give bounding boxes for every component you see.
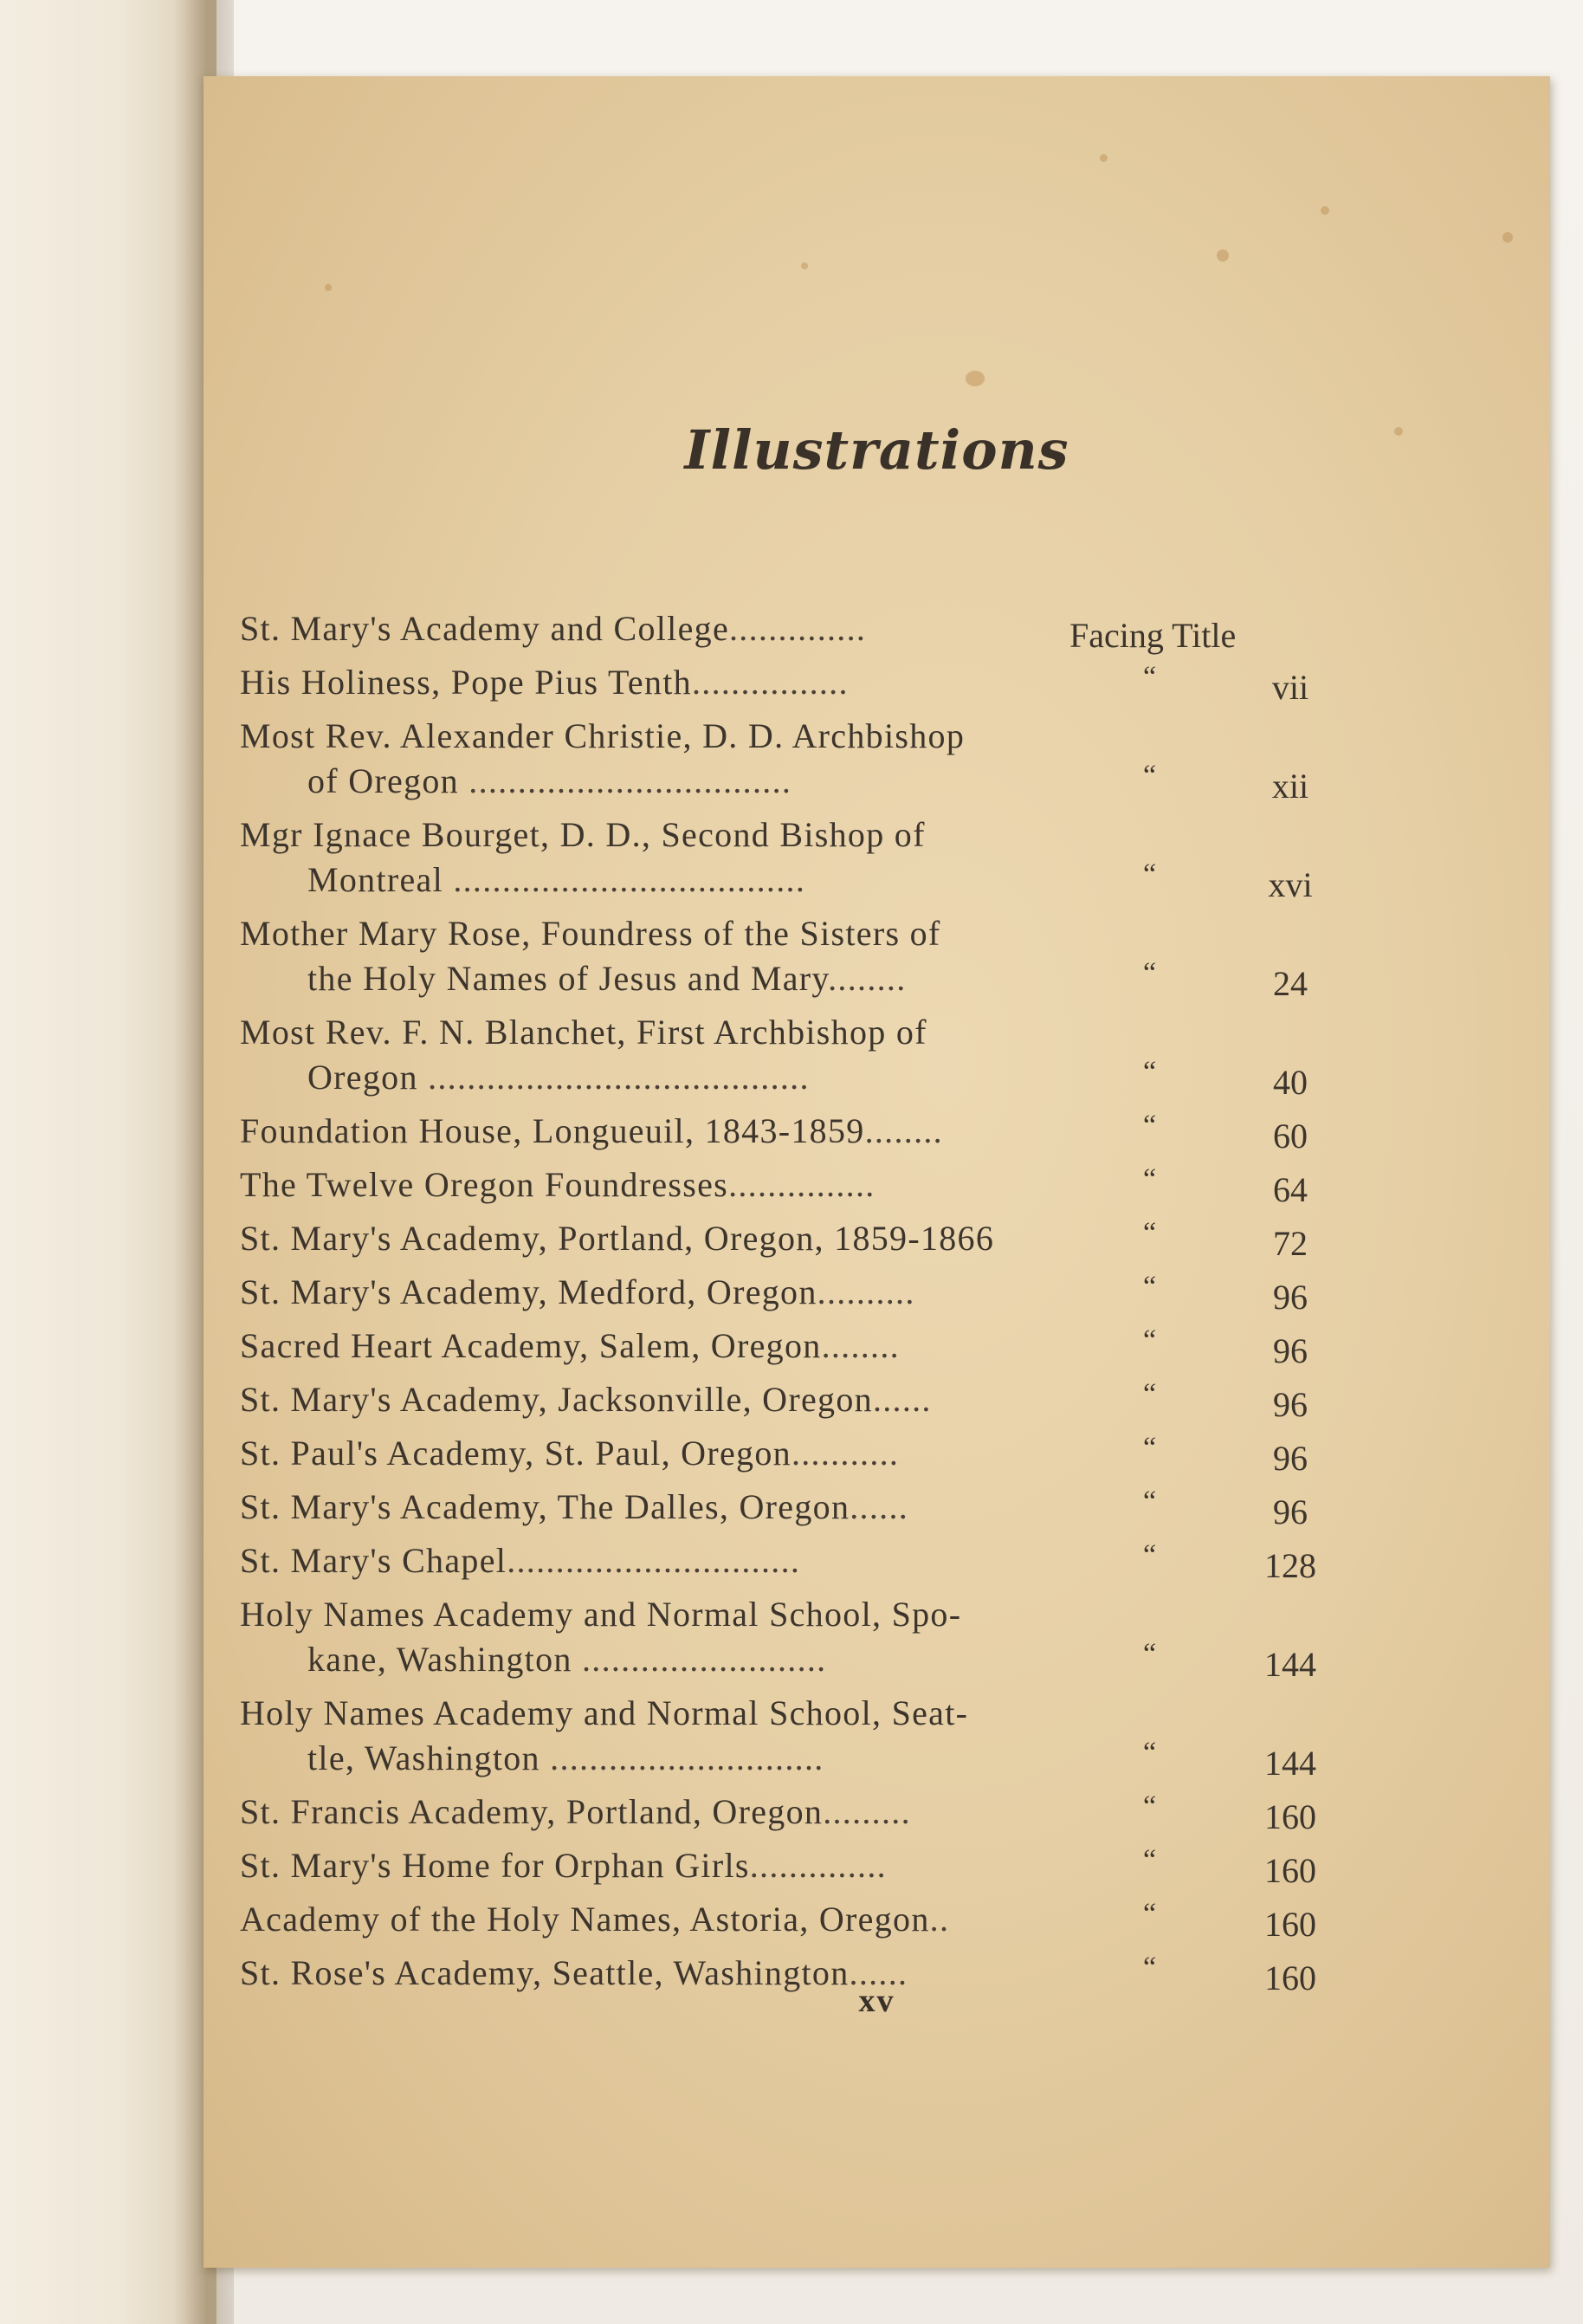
entry-title-text: tle, Washington <box>307 1738 540 1777</box>
foxing-spot <box>801 262 808 269</box>
entry-title-line <box>240 1055 927 1100</box>
illustration-entry <box>240 606 866 651</box>
entry-title-text: Foundation House, Longueuil, 1843-1859 <box>240 1111 865 1150</box>
page-heading: Illustrations <box>684 418 1069 482</box>
illustration-entry <box>240 1270 915 1315</box>
ditto-mark: “ <box>1143 1539 1157 1571</box>
entry-title-text: of Oregon <box>307 761 459 800</box>
entry-title-text: Holy Names Academy and Normal School, Spo- <box>240 1595 962 1634</box>
illustration-entry <box>240 1843 887 1888</box>
page-reference: 160 <box>1264 1958 1316 1997</box>
entry-title-text: Mother Mary Rose, Foundress of the Sisters of <box>240 914 941 953</box>
dot-leader: ........ <box>821 1326 900 1365</box>
entry-title-line <box>240 759 965 804</box>
entry-title-line <box>240 1637 961 1682</box>
entry-title-text: Oregon <box>307 1058 418 1097</box>
entry-title-line <box>240 1897 949 1942</box>
dot-leader: ......... <box>823 1792 911 1831</box>
ditto-mark: “ <box>1143 1378 1157 1410</box>
dot-leader: ...... <box>872 1380 932 1419</box>
ditto-mark: “ <box>1143 1271 1157 1303</box>
page-reference: 24 <box>1273 964 1308 1003</box>
page-reference: 96 <box>1273 1331 1308 1370</box>
page-reference: 96 <box>1273 1439 1308 1478</box>
entry-title-line <box>240 956 941 1001</box>
illustration-entry <box>240 1691 968 1781</box>
entry-title-text: Academy of the Holy Names, Astoria, Oregon <box>240 1900 930 1939</box>
ditto-mark: “ <box>1143 1110 1157 1142</box>
entry-title-line <box>240 714 965 759</box>
entry-title-line <box>240 1592 961 1637</box>
ditto-mark: “ <box>1143 1844 1157 1876</box>
entry-title-text: St. Rose's Academy, Seattle, Washington <box>240 1953 850 1992</box>
ditto-mark: “ <box>1143 858 1157 890</box>
page-reference: xvi <box>1268 865 1313 904</box>
ditto-mark: “ <box>1143 1486 1157 1518</box>
dot-leader: ........ <box>864 1111 943 1150</box>
foxing-spot <box>1100 154 1108 162</box>
page-reference: 128 <box>1264 1546 1316 1585</box>
dot-leader: .............. <box>729 609 867 648</box>
dot-leader: .......... <box>817 1272 915 1311</box>
entry-title-line <box>240 1377 932 1422</box>
illustration-entry <box>240 1109 943 1154</box>
dot-leader: ........... <box>791 1434 900 1473</box>
entry-title-line <box>240 1843 887 1888</box>
entry-title-line <box>240 606 866 651</box>
dot-leader: ................ <box>691 663 849 702</box>
dot-leader: ......................... <box>572 1640 827 1679</box>
entry-title-text: His Holiness, Pope Pius Tenth <box>240 663 692 702</box>
entry-title-line <box>240 858 926 903</box>
foxing-spot <box>1502 232 1513 243</box>
dot-leader: .............................. <box>507 1541 801 1580</box>
entry-title-line <box>240 1324 900 1369</box>
entry-title-text: Holy Names Academy and Normal School, Seat- <box>240 1693 969 1732</box>
foxing-spot <box>1217 249 1229 262</box>
entry-title-text: Montreal <box>307 860 444 899</box>
ditto-mark: “ <box>1143 1952 1157 1984</box>
entry-title-text: Sacred Heart Academy, Salem, Oregon <box>240 1326 822 1365</box>
ditto-mark: “ <box>1143 1432 1157 1464</box>
entry-title-text: St. Mary's Chapel <box>240 1541 507 1580</box>
page-reference: 96 <box>1273 1385 1308 1424</box>
ditto-mark: “ <box>1143 760 1157 792</box>
illustration-entry <box>240 1010 927 1100</box>
illustration-entry <box>240 714 965 804</box>
entry-title-text: St. Mary's Academy and College <box>240 609 729 648</box>
foxing-spot <box>1321 206 1329 215</box>
page-number: xv <box>858 1983 895 2019</box>
ditto-mark: “ <box>1143 1163 1157 1195</box>
entry-title-text: the Holy Names of Jesus and Mary <box>307 959 829 998</box>
entry-title-text: Most Rev. Alexander Christie, D. D. Archbishop <box>240 716 966 755</box>
entry-title-line <box>240 1109 943 1154</box>
illustration-entry <box>240 1324 900 1369</box>
page-reference: 160 <box>1264 1905 1316 1944</box>
entry-title-line <box>240 1216 994 1261</box>
entry-title-text: St. Mary's Academy, Jacksonville, Oregon <box>240 1380 873 1419</box>
illustration-entry <box>240 1485 908 1530</box>
entry-title-line <box>240 1790 911 1835</box>
ditto-mark: “ <box>1143 661 1157 693</box>
entry-title-line <box>240 1010 927 1055</box>
dot-leader: ............................ <box>540 1738 824 1777</box>
illustration-entry <box>240 660 849 705</box>
dot-leader: ................................. <box>458 761 792 800</box>
dot-leader: ........ <box>828 959 907 998</box>
dot-leader: ............... <box>728 1165 875 1204</box>
ditto-mark: “ <box>1143 957 1157 989</box>
ditto-mark: “ <box>1143 1898 1157 1930</box>
ditto-mark: “ <box>1143 1056 1157 1088</box>
foxing-spot <box>325 284 332 291</box>
illustration-entry <box>240 1377 932 1422</box>
page-reference: xii <box>1271 767 1309 806</box>
ditto-mark: “ <box>1143 1217 1157 1249</box>
entry-title-text: St. Paul's Academy, St. Paul, Oregon <box>240 1434 792 1473</box>
dot-leader: .. <box>929 1900 950 1939</box>
page-reference: 40 <box>1273 1063 1308 1102</box>
entry-title-line <box>240 1270 915 1315</box>
ditto-mark: “ <box>1143 1638 1157 1670</box>
page-reference: 72 <box>1273 1224 1308 1263</box>
book-page <box>204 76 1550 2268</box>
entry-title-text: Most Rev. F. N. Blanchet, First Archbishop of <box>240 1013 927 1052</box>
page-reference: 64 <box>1273 1170 1308 1209</box>
entry-title-text: St. Mary's Home for Orphan Girls <box>240 1846 750 1885</box>
entry-title-line <box>240 911 941 956</box>
dot-leader: .............. <box>749 1846 887 1885</box>
entry-title-line <box>240 660 849 705</box>
entry-title-line <box>240 1538 800 1583</box>
entry-title-line <box>240 1736 968 1781</box>
illustration-entry <box>240 812 926 903</box>
page-reference: 144 <box>1264 1744 1316 1783</box>
entry-title-text: St. Mary's Academy, The Dalles, Oregon <box>240 1487 850 1526</box>
entry-title-line <box>240 812 926 858</box>
illustration-entry <box>240 1431 899 1476</box>
page-reference: vii <box>1271 668 1309 707</box>
entry-title-text: St. Mary's Academy, Portland, Oregon, 1859-1866 <box>240 1219 995 1258</box>
page-reference: 96 <box>1273 1492 1308 1531</box>
dot-leader: ...... <box>850 1487 909 1526</box>
entry-title-line <box>240 1691 968 1736</box>
dot-leader: ...... <box>849 1953 908 1992</box>
page-reference: 144 <box>1264 1645 1316 1684</box>
entry-title-text: kane, Washington <box>307 1640 572 1679</box>
entry-title-line <box>240 1485 908 1530</box>
page-reference: 60 <box>1273 1117 1308 1156</box>
illustration-entry <box>240 911 941 1001</box>
page-reference: 160 <box>1264 1797 1316 1836</box>
entry-title-text: Mgr Ignace Bourget, D. D., Second Bishop of <box>240 815 926 854</box>
foxing-spot <box>966 371 985 386</box>
entry-title-text: The Twelve Oregon Foundresses <box>240 1165 729 1204</box>
illustration-entry <box>240 1897 949 1942</box>
ditto-mark: “ <box>1143 1790 1157 1822</box>
ditto-mark: “ <box>1143 1324 1157 1356</box>
illustration-entry <box>240 1538 800 1583</box>
dot-leader: ....................................... <box>417 1058 810 1097</box>
entry-title-line <box>240 1431 899 1476</box>
illustration-entry <box>240 1790 911 1835</box>
dot-leader: .................................... <box>443 860 806 899</box>
page-reference: 96 <box>1273 1278 1308 1317</box>
illustration-entry <box>240 1216 994 1261</box>
page-reference: 160 <box>1264 1851 1316 1890</box>
illustration-entry <box>240 1592 961 1682</box>
entry-title-text: St. Francis Academy, Portland, Oregon <box>240 1792 824 1831</box>
ditto-mark: “ <box>1143 1737 1157 1769</box>
facing-title-label: Facing Title <box>1069 616 1237 655</box>
entry-title-text: St. Mary's Academy, Medford, Oregon <box>240 1272 817 1311</box>
entry-title-line <box>240 1162 875 1207</box>
illustration-entry <box>240 1162 875 1207</box>
